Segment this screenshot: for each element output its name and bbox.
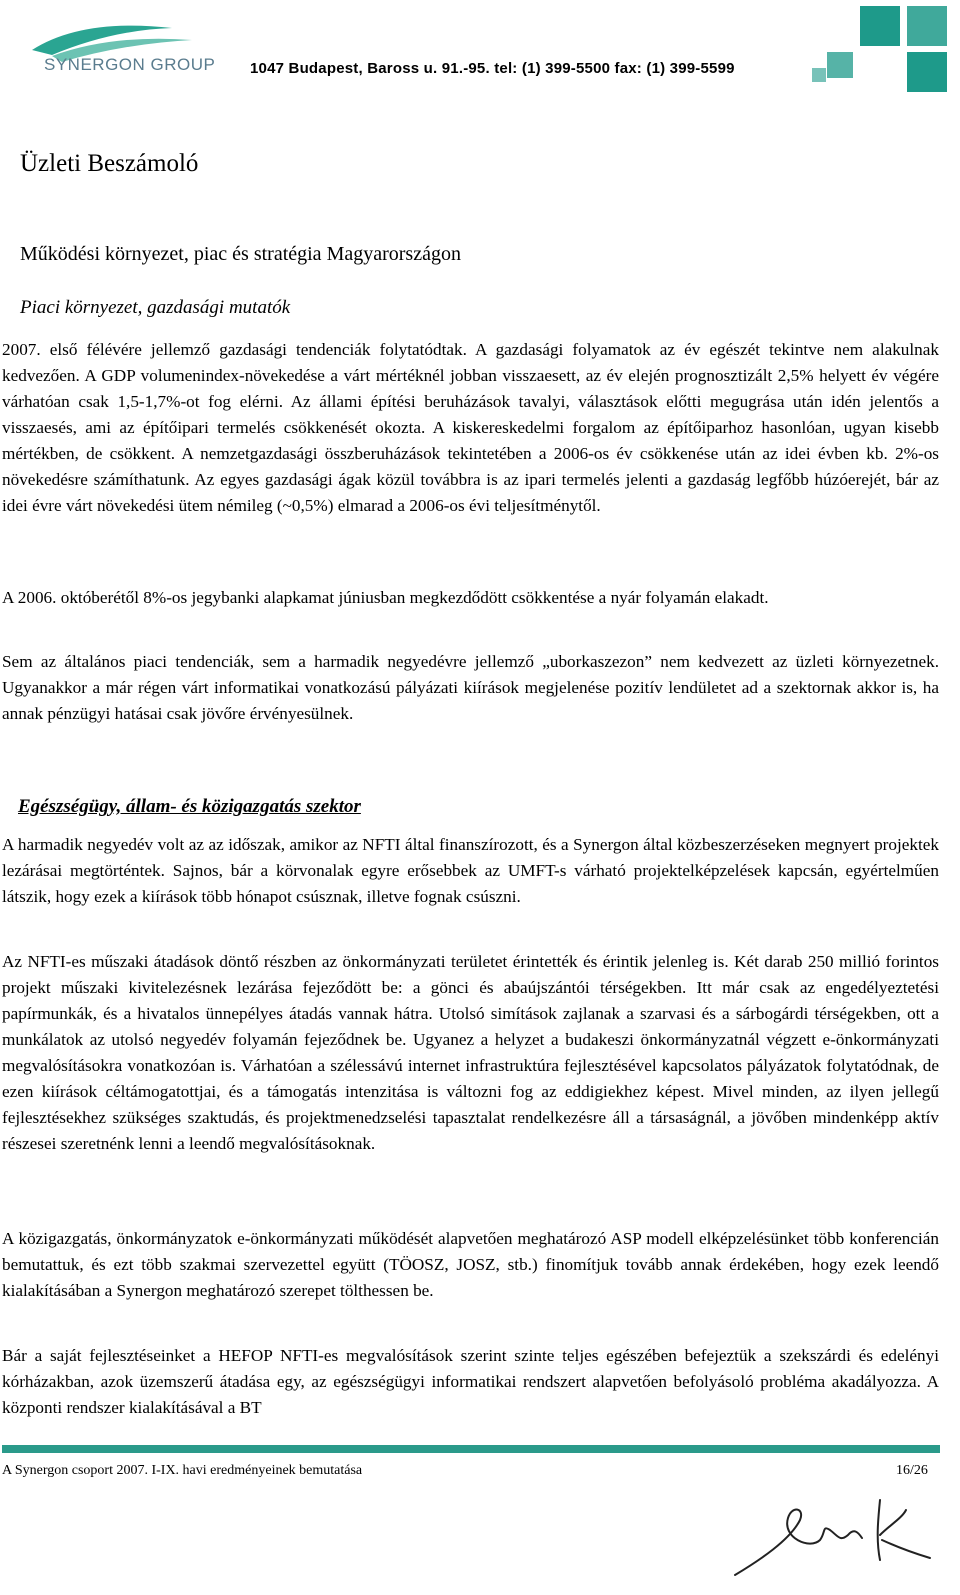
paragraph: Sem az általános piaci tendenciák, sem a harmadik negyedévre jellemző „uborkaszezon” nem kedvezett az üzleti környezetnek. Ugyanakkor a már régen várt informatikai vonatkozású pályázati kiírások megjelenése pozitív lendületet ad a szektornak akkor is, ha annak pénzügyi hatásai csak jövőre érvényesülnek. xyxy=(2,652,939,723)
paragraph: A 2006. októberétől 8%-os jegybanki alapkamat júniusban megkezdődött csökkentése a nyár folyamán elakadt. xyxy=(2,588,769,607)
page-number: 16/26 xyxy=(896,1463,928,1478)
footer-divider xyxy=(2,1445,940,1453)
section-heading: Működési környezet, piac és stratégia Magyarországon xyxy=(20,243,461,265)
decorative-squares xyxy=(812,6,947,94)
subsection-heading: Piaci környezet, gazdasági mutatók xyxy=(20,297,291,318)
synergon-logo-icon xyxy=(22,10,212,90)
paragraph: Bár a saját fejlesztéseinket a HEFOP NFTI-es megvalósítások szerint szinte teljes egészében befejeztük a szekszárdi és edelényi kórházakban, azok üzemszerű átadása egy, az egészségügyi informatikai rendszert alapvetően befolyásoló probléma akadályozza. A központi rendszer kialakításával a BT xyxy=(2,1346,939,1417)
company-contact: 1047 Budapest, Baross u. 91.-95. tel: (1) 399-5500 fax: (1) 399-5599 xyxy=(250,60,735,77)
page-header xyxy=(0,0,960,100)
signature-icon xyxy=(730,1480,945,1585)
sector-heading: Egészségügy, állam- és közigazgatás szektor xyxy=(18,796,361,817)
paragraph: A közigazgatás, önkormányzatok e-önkormányzati működését alapvetően meghatározó ASP modell elképzelésünket több konferencián bemutattuk, és ezt több szakmai szervezettel együtt (TÖOSZ, JOSZ, stb.) finomítjuk tovább annak érdekében, hogy ezek leendő kialakításában a Synergon meghatározó szerepet tölthessen be. xyxy=(2,1229,939,1300)
logo-text: SYNERGON GROUP xyxy=(44,55,216,74)
paragraph: 2007. első félévére jellemző gazdasági tendenciák folytatódtak. A gazdasági folyamatok az év egészét tekintve nem alakulnak kedvezően. A GDP volumenindex-növekedése a várt mértéknél jobban visszaesett, az év elején prognosztizált 2,5% helyett év végére várhatóan csak 1,5-1,7%-ot fog elérni. Az állami építési beruházások tavalyi, választások előtti megugrása után idén jelentős a visszaesés, ami az építőipari termelés csökkenését okozta. A kiskereskedelmi forgalom az építőiparhoz hasonlóan, ugyan kisebb mértékben, de csökkent. A nemzetgazdasági összberuházások tekintetében a 2006-os év csökkenése után az idei évben kb. 2%-os növekedésre számíthatunk. Az egyes gazdasági ágak közül továbbra is az ipari termelés jelenti a gazdaság legfőbb húzóerejét, bár az idei évre várt növekedési ütem némileg (~0,5%) elmarad a 2006-os évi teljesítménytől. xyxy=(2,340,939,515)
paragraph: Az NFTI-es műszaki átadások döntő részben az önkormányzati területet érintették és érintik jelenleg is. Két darab 250 millió forintos projekt műszaki kivitelezésnek lezárása fejeződött be: a gönci és abaújszántói térségekben. Itt már csak az engedélyeztetési papírmunkák, és a hivatalos ünnepélyes átadás vannak hátra. Utolsó simítások zajlanak a szarvasi és a sárbogárdi térségekben, ott a munkálatok az utolsó negyedév folyamán fejeződnek be. Ugyanez a helyzet a budakeszi önkormányzatnál végzett e-önkormányzati megvalósításokra vonatkozóan is. Várhatóan a szélessávú internet infrastruktúra fejlesztésével kapcsolatos pályázatok folytatódnak, de ezen kiírások céltámogatottjai, és a támogatás intenzitása is változni fog az eddigiekhez képest. Mivel minden, az ilyen jellegű fejlesztésekhez szükséges szaktudás, és projektmenedzselési tapasztalat rendelkezésre áll a társaságnál, a jövőben mindenképp aktív részesei szeretnénk lenni a leendő megvalósításoknak. xyxy=(2,952,939,1153)
paragraph: A harmadik negyedév volt az az időszak, amikor az NFTI által finanszírozott, és a Synergon által közbeszerzéseken megnyert projektek lezárásai megtörténtek. Sajnos, bár a körvonalak egyre erősebbek az UMFT-s várható projektelképzelések kapcsán, egyértelműen látszik, hogy ezek a kiírások több hónapot csúsznak, illetve fognak csúszni. xyxy=(2,835,939,906)
document-title: Üzleti Beszámoló xyxy=(20,150,199,177)
footer-text: A Synergon csoport 2007. I-IX. havi eredményeinek bemutatása xyxy=(2,1463,363,1478)
